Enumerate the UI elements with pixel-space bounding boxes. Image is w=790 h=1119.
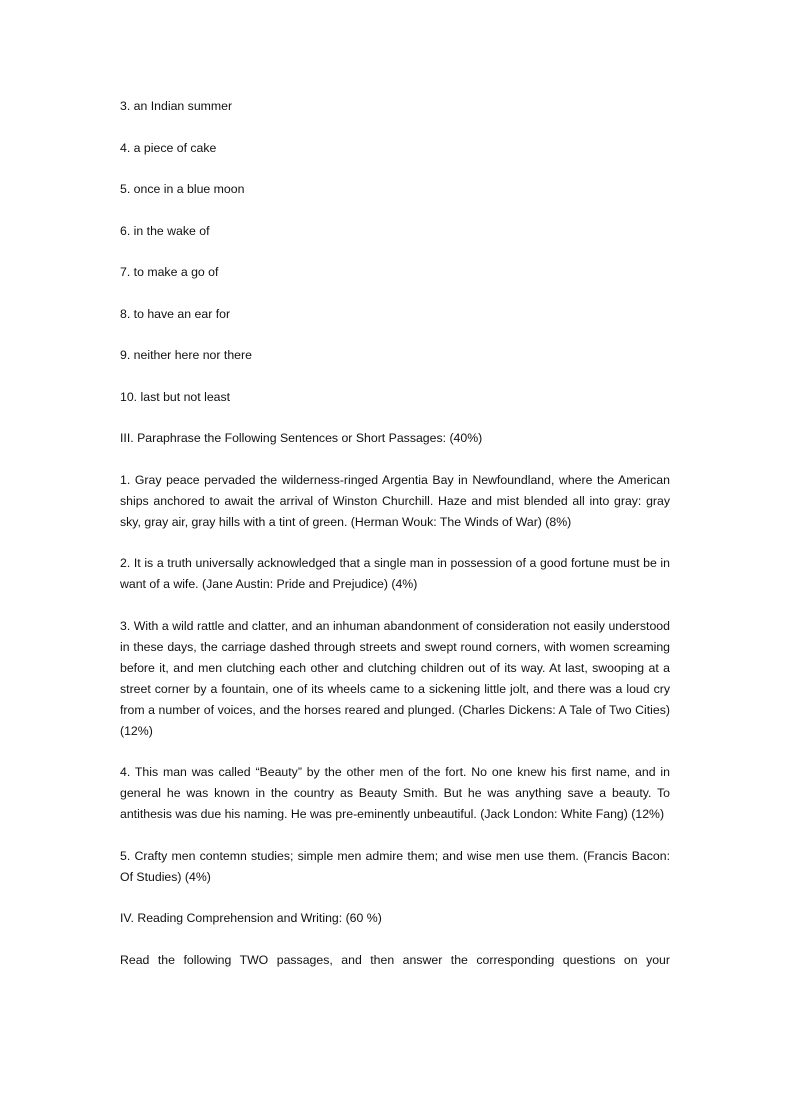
list-item: 7. to make a go of	[120, 265, 219, 279]
list-item: 4. a piece of cake	[120, 140, 217, 155]
list-item: 6. in the wake of	[120, 223, 210, 238]
passage-2: 2. It is a truth universally acknowledged that a single man in possession of a good fortune must be in want of a wife. (Jane Austin: Pride and Prejudice) (4%)	[120, 556, 670, 591]
section-heading-reading: IV. Reading Comprehension and Writing: (60 %)	[120, 911, 382, 925]
passage-4: 4. This man was called “Beauty” by the other men of the fort. No one knew his first name, and in general he was known in the country as Beauty Smith. But he was anything save a beauty. To antithesis was due his naming. He was pre-eminently unbeautiful. (Jack London: White Fang) (12%)	[120, 765, 670, 821]
section-heading-paraphrase: III. Paraphrase the Following Sentences or Short Passages: (40%)	[120, 431, 483, 445]
list-item: 9. neither here nor there	[120, 348, 252, 362]
list-item: 5. once in a blue moon	[120, 182, 245, 196]
document-page	[120, 96, 670, 991]
passage-1: 1. Gray peace pervaded the wilderness-ringed Argentia Bay in Newfoundland, where the American ships anchored to await the arrival of Winston Churchill. Haze and mist blended all into gray: gray sky, gray air, gray hills with a tint of green. (Herman Wouk: The Winds of War) (8%)	[120, 472, 670, 529]
reading-intro: Read the following TWO passages, and then answer the corresponding questions on your	[120, 952, 670, 967]
passage-3: 3. With a wild rattle and clatter, and an inhuman abandonment of consideration not easily understood in these days, the carriage dashed through streets and swept round corners, with women screaming before it, and men clutching each other and clutching children out of its way. At last, swooping at a street corner by a fountain, one of its wheels came to a sickening little jolt, and there was a loud cry from a number of voices, and the horses reared and plunged. (Charles Dickens: A Tale of Two Cities) (12%)	[120, 618, 670, 738]
list-item: 8. to have an ear for	[120, 306, 231, 321]
passage-5: 5. Crafty men contemn studies; simple men admire them; and wise men use them. (Francis Bacon: Of Studies) (4%)	[120, 848, 670, 884]
list-item: 3. an Indian summer	[120, 99, 233, 113]
list-item: 10. last but not least	[120, 389, 231, 404]
